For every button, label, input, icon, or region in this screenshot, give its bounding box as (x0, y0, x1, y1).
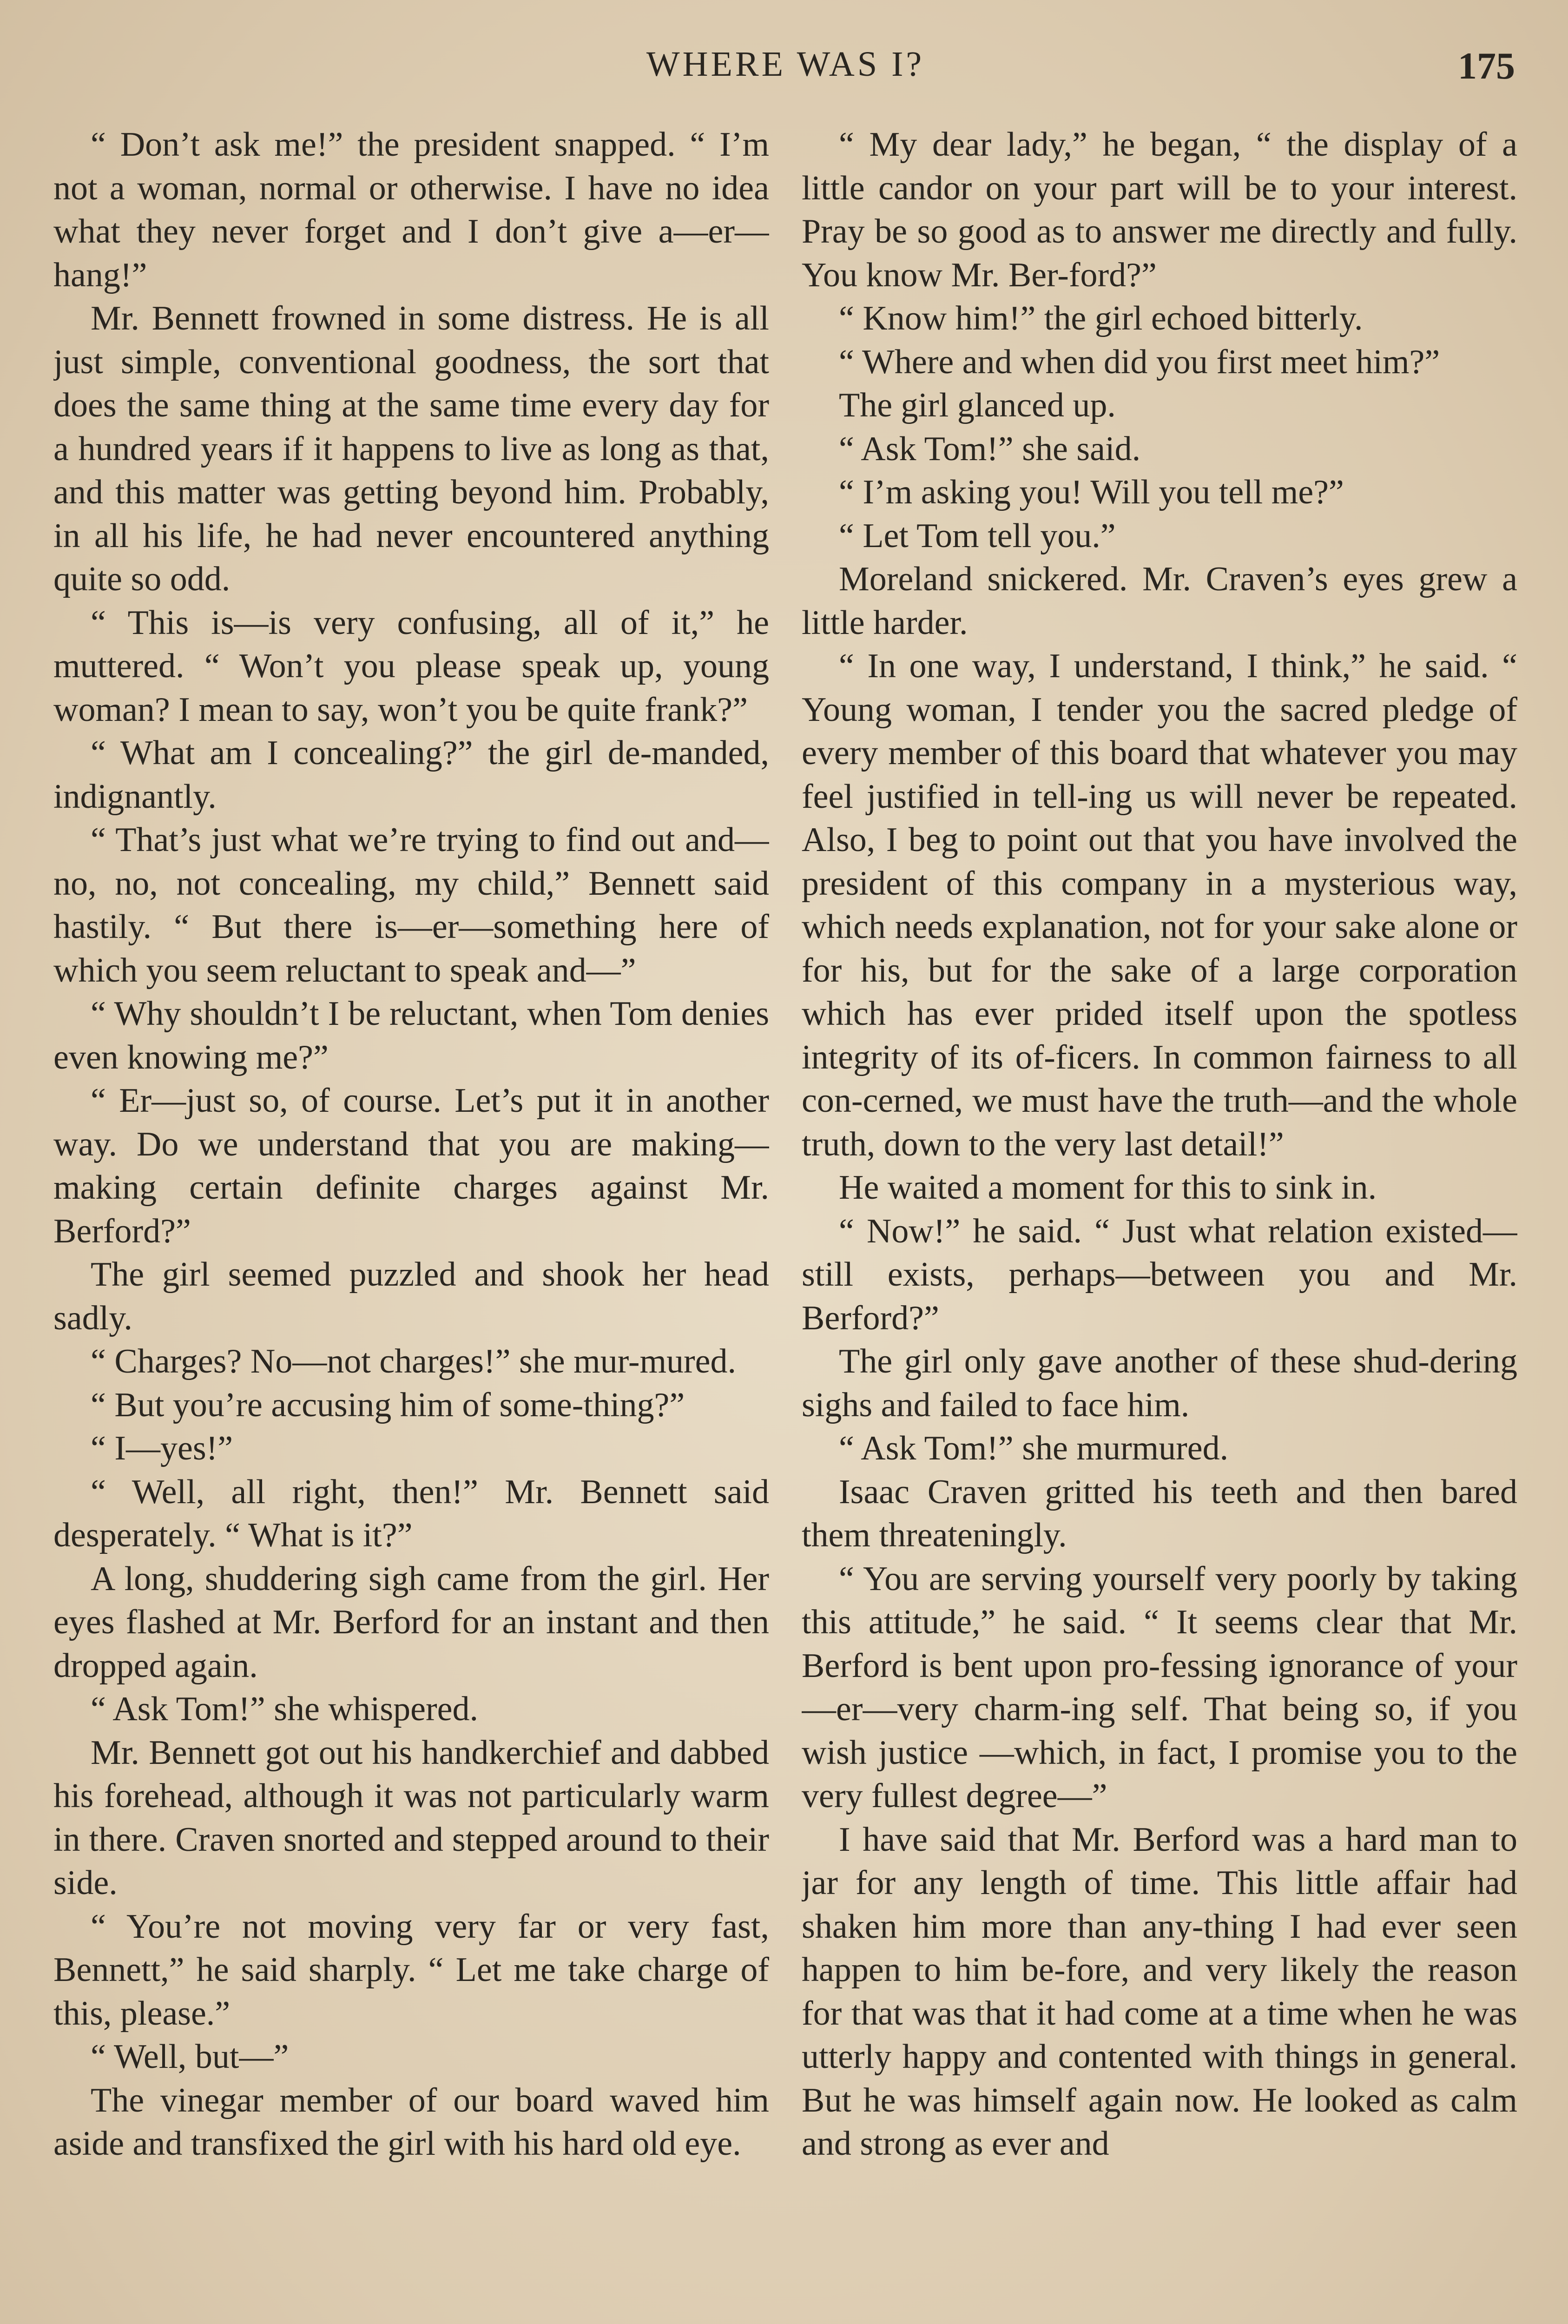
paragraph: The girl glanced up. (839, 386, 1116, 424)
paragraph: “ What am I concealing?” the girl de-manded, indignantly. (53, 734, 769, 816)
paragraph: “ Don’t ask me!” the president snapped. “ I’m not a woman, normal or otherwise. I have no idea what they never forget and I don’t give a—er—hang!” (53, 125, 769, 294)
paragraph: Moreland snickered. Mr. Craven’s eyes grew a little harder. (802, 560, 1517, 642)
paragraph: “ But you’re accusing him of some-thing?” (91, 1386, 685, 1424)
paragraph: “ Well, all right, then!” Mr. Bennett said desperately. “ What is it?” (53, 1472, 769, 1554)
paragraph: He waited a moment for this to sink in. (839, 1169, 1377, 1207)
paragraph: “ I’m asking you! Will you tell me?” (839, 473, 1344, 511)
paragraph: A long, shuddering sigh came from the girl. Her eyes flashed at Mr. Berford for an instant and then dropped again. (53, 1559, 769, 1685)
paragraph: Mr. Bennett got out his handkerchief and dabbed his forehead, although it was not particularly warm in there. Craven snorted and stepped around to their side. (53, 1733, 769, 1902)
paragraph: “ You’re not moving very far or very fast, Bennett,” he said sharply. “ Let me take charge of this, please.” (53, 1907, 769, 2033)
paragraph: “ In one way, I understand, I think,” he said. “ Young woman, I tender you the sacred pledge of every member of this board that whatever you may feel justified in tell-ing us will never be repeated. Also, I beg to point out that you have involved the president of this company in a mysterious way, which needs explanation, not for your sake alone or for his, but for the sake of a large corporation which has ever prided itself upon the spotless integrity of its of-ficers. In common fairness to all con-cerned, we must have the truth—and the whole truth, down to the very last detail!” (802, 647, 1517, 1163)
paragraph: “ This is—is very confusing, all of it,” he muttered. “ Won’t you please speak up, young woman? I mean to say, won’t you be quite frank?” (53, 603, 769, 729)
paragraph: “ Ask Tom!” she murmured. (839, 1429, 1229, 1467)
paragraph: “ Where and when did you first meet him?” (839, 343, 1440, 381)
paragraph: “ Know him!” the girl echoed bitterly. (839, 299, 1363, 337)
paragraph: “ Er—just so, of course. Let’s put it in another way. Do we understand that you are making—making certain definite charges against Mr. Berford?” (53, 1082, 769, 1250)
left-column (53, 123, 769, 2324)
paragraph: “ Now!” he said. “ Just what relation existed—still exists, perhaps—between you and Mr. Berford?” (802, 1212, 1517, 1337)
paragraph: Mr. Bennett frowned in some distress. He is all just simple, conventional goodness, the sort that does the same thing at the same time every day for a hundred years if it happens to live as long as that, and this matter was getting beyond him. Probably, in all his life, he had never encountered anything quite so odd. (53, 299, 769, 598)
paragraph: “ Charges? No—not charges!” she mur-mured. (91, 1342, 737, 1380)
paragraph: I have said that Mr. Berford was a hard man to jar for any length of time. This little affair had shaken him more than any-thing I had ever seen happen to him be-fore, and very likely the reason for that was that it had come at a time when he was utterly happy and contented with things in general. But he was himself again now. He looked as calm and strong as ever and (802, 1820, 1517, 2163)
paragraph: “ Why shouldn’t I be reluctant, when Tom denies even knowing me?” (53, 995, 769, 1076)
running-head: WHERE WAS I? (646, 45, 925, 84)
right-column (802, 123, 1517, 2324)
paragraph: “ Ask Tom!” she whispered. (91, 1690, 479, 1728)
paragraph: “ Ask Tom!” she said. (839, 429, 1141, 468)
paragraph: The girl seemed puzzled and shook her head sadly. (53, 1255, 769, 1337)
paragraph: The vinegar member of our board waved him aside and transfixed the girl with his hard old eye. (53, 2081, 769, 2163)
paragraph: Isaac Craven gritted his teeth and then bared them threateningly. (802, 1472, 1517, 1554)
page-header (56, 44, 1515, 95)
paragraph: “ That’s just what we’re trying to find out and—no, no, not concealing, my child,” Bennett said hastily. “ But there is—er—something here of which you seem reluctant to speak and—” (53, 821, 769, 990)
paragraph: “ Let Tom tell you.” (839, 516, 1116, 555)
paragraph: “ Well, but—” (91, 2038, 289, 2076)
paragraph: “ My dear lady,” he began, “ the display of a little candor on your part will be to your interest. Pray be so good as to answer me directly and fully. You know Mr. Ber-ford?” (802, 125, 1517, 294)
paragraph: “ I—yes!” (91, 1429, 233, 1467)
paragraph: “ You are serving yourself very poorly by taking this attitude,” he said. “ It seems clear that Mr. Berford is bent upon pro-fessing ignorance of your—er—very charm-ing self. That being so, if you wish justice —which, in fact, I promise you to the very fullest degree—” (802, 1559, 1517, 1815)
paragraph: The girl only gave another of these shud-dering sighs and failed to face him. (802, 1342, 1517, 1424)
page-number: 175 (1458, 45, 1515, 87)
